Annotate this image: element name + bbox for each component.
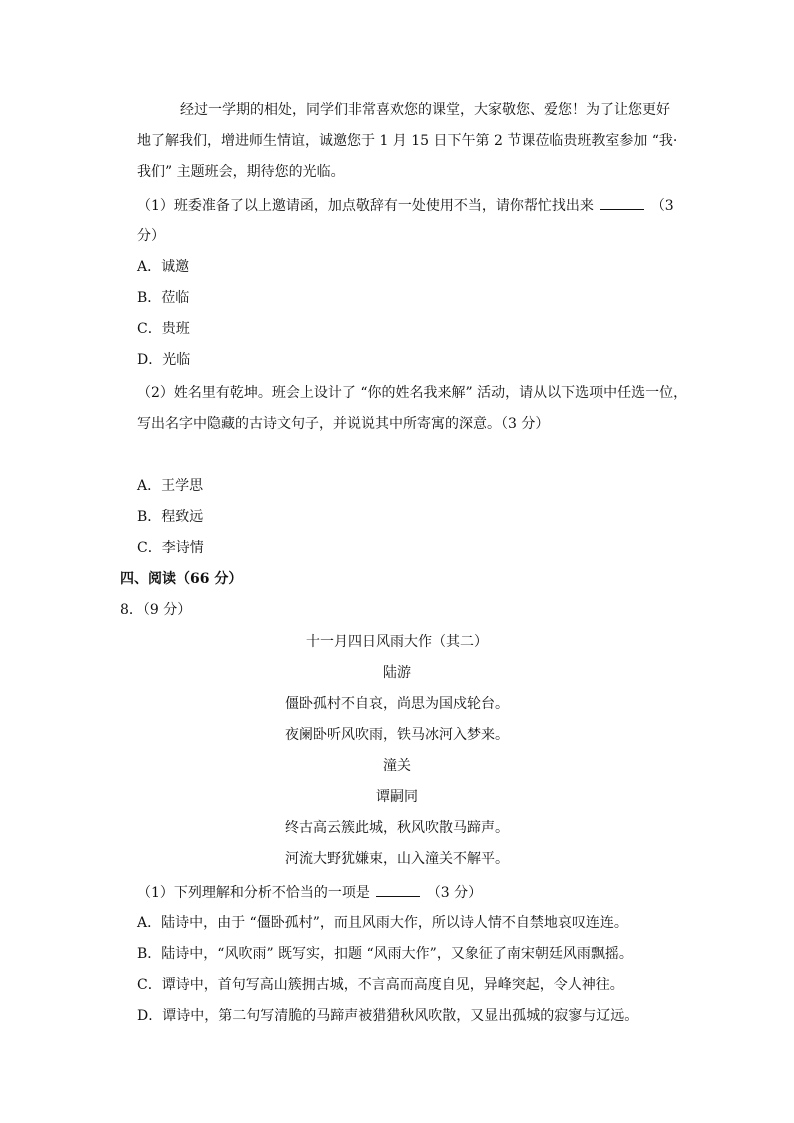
- option-b: B．陆诗中，“风吹雨” 既写实，扣题 “风雨大作”，又象征了南宋朝廷风雨飘摇。: [137, 946, 633, 962]
- answer-blank[interactable]: [600, 195, 644, 210]
- poem-1-line-2: 夜阑卧听风吹雨，铁马冰河入梦来。: [285, 727, 509, 743]
- option-c: C．李诗情: [137, 540, 204, 556]
- poem-1-line-1: 僵卧孤村不自哀，尚思为国戍轮台。: [285, 696, 509, 712]
- option-b: B．莅临: [137, 290, 190, 306]
- poem-2-title: 潼关: [383, 758, 411, 774]
- question-1-score-open: （3: [650, 198, 674, 214]
- option-d: D．光临: [137, 352, 191, 368]
- question-8-1-stem-text: （1）下列理解和分析不恰当的一项是: [137, 885, 370, 901]
- question-1-score: 分）: [137, 228, 165, 244]
- poem-2-line-1: 终古高云簇此城，秋风吹散马蹄声。: [285, 820, 509, 836]
- option-b: B．程致远: [137, 509, 204, 525]
- question-1-stem: [137, 195, 674, 216]
- invitation-line-2: 地了解我们，增进师生情谊，诚邀您于 1 月 15 日下午第 2 节课莅临贵班教室参加 “我·: [137, 133, 678, 149]
- option-a: A．诚邀: [137, 259, 190, 275]
- poem-1-title: 十一月四日风雨大作（其二）: [306, 634, 488, 650]
- question-1-stem-text: （1）班委准备了以上邀请函，加点敬辞有一处使用不当，请你帮忙找出来: [137, 198, 594, 214]
- option-a: A．陆诗中，由于 “僵卧孤村”，而且风雨大作，所以诗人情不自禁地哀叹连连。: [137, 915, 628, 931]
- option-a: A．王学思: [137, 478, 204, 494]
- question-2-stem-1: （2）姓名里有乾坤。班会上设计了 “你的姓名我来解” 活动，请从以下选项中任选一位，: [137, 385, 688, 401]
- section-heading: 四、阅读（66 分）: [120, 571, 243, 587]
- invitation-line-3: 我们” 主题班会，期待您的光临。: [137, 164, 345, 180]
- invitation-line-1: 经过一学期的相处，同学们非常喜欢您的课堂，大家敬您、爱您！为了让您更好: [180, 102, 670, 118]
- question-2-stem-2: 写出名字中隐藏的古诗文句子，并说说其中所寄寓的深意。（3 分）: [137, 416, 550, 432]
- question-8-heading: 8．（9 分）: [120, 602, 192, 618]
- option-d: D．谭诗中，第二句写清脆的马蹄声被猎猎秋风吹散，又显出孤城的寂寥与辽远。: [137, 1008, 639, 1024]
- poem-2-author: 谭嗣同: [376, 789, 418, 805]
- answer-blank[interactable]: [376, 882, 420, 897]
- poem-1-author: 陆游: [383, 665, 411, 681]
- question-8-1-stem: [137, 882, 482, 903]
- poem-2-line-2: 河流大野犹嫌束，山入潼关不解平。: [285, 851, 509, 867]
- option-c: C．谭诗中，首句写高山簇拥古城，不言高而高度自见，异峰突起，令人神往。: [137, 977, 624, 993]
- question-8-1-score: （3 分）: [426, 885, 483, 901]
- option-c: C．贵班: [137, 321, 190, 337]
